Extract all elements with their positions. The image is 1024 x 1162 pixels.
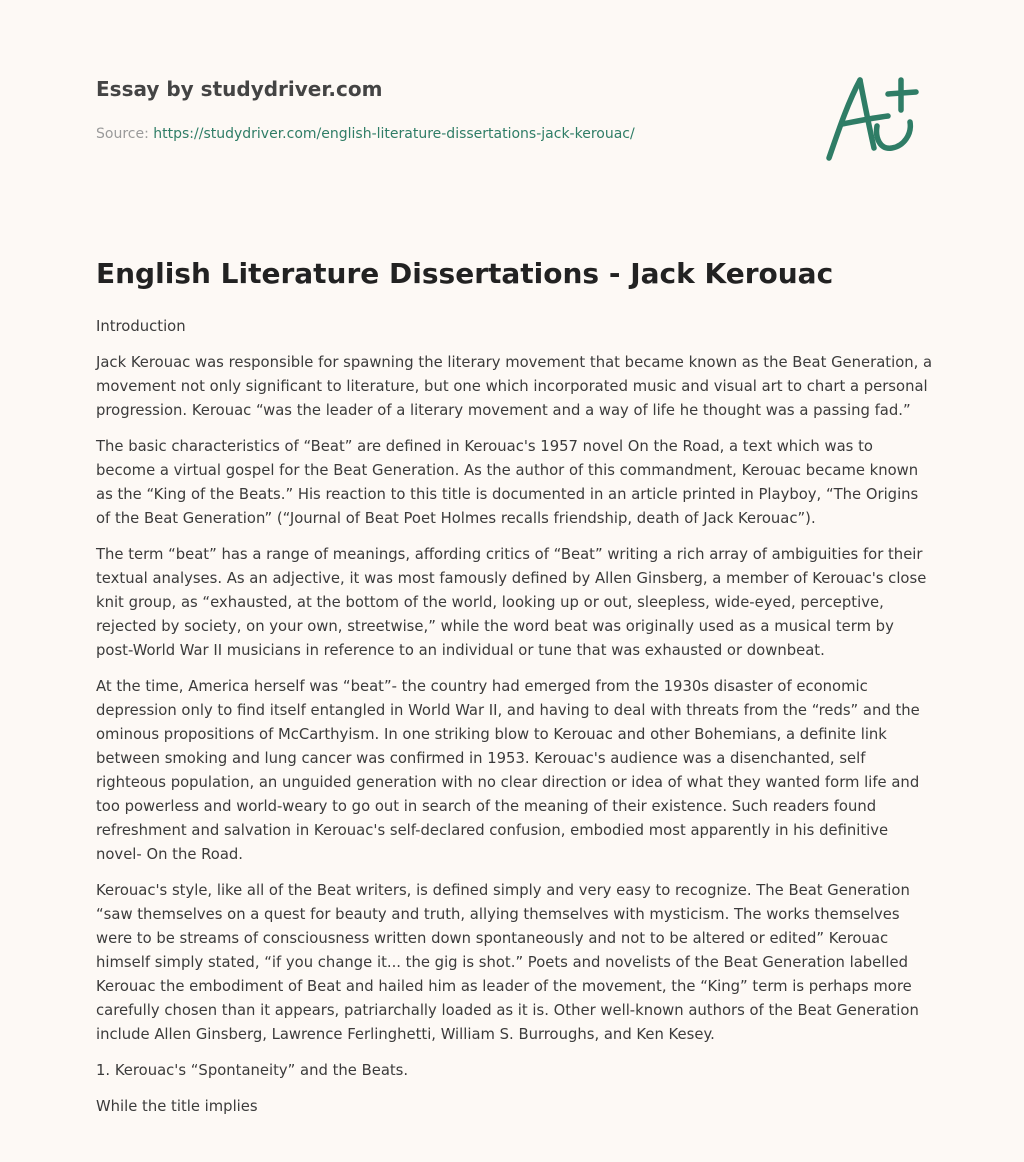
- paragraph: At the time, America herself was “beat”- the country had emerged from the 1930s disaster of economic depression only to find itself entangled in World War II, and having to deal with threats from the “reds” and the ominous propositions of McCarthyism. In one striking blow to Kerouac and other Bohemians, a definite link between smoking and lung cancer was confirmed in 1953. Kerouac's audience was a disenchanted, self righteous population, an unguided generation with no clear direction or idea of what they wanted form life and too powerless and world-weary to go out in search of the meaning of their existence. Such readers found refreshment and salvation in Kerouac's self-declared confusion, embodied most apparently in his definitive novel- On the Road.: [96, 678, 920, 863]
- paragraph: Jack Kerouac was responsible for spawning the literary movement that became known as the Beat Generation, a movement not only significant to literature, but one which incorporated music and visual art to chart a personal progression. Kerouac “was the leader of a literary movement and a way of life he thought was a passing fad.”: [96, 354, 933, 419]
- paragraph-introduction-heading: Introduction: [96, 318, 186, 335]
- essay-title: English Literature Dissertations - Jack Kerouac: [96, 257, 834, 290]
- paragraph: The basic characteristics of “Beat” are defined in Kerouac's 1957 novel On the Road, a text which was to become a virtual gospel for the Beat Generation. As the author of this commandment, Kerouac became known as the “King of the Beats.” His reaction to this title is documented in an article printed in Playboy, “The Origins of the Beat Generation” (“Journal of Beat Poet Holmes recalls friendship, death of Jack Kerouac”).: [96, 438, 919, 527]
- section-heading: 1. Kerouac's “Spontaneity” and the Beats.: [96, 1062, 409, 1079]
- source-link[interactable]: https://studydriver.com/english-literature-dissertations-jack-kerouac/: [153, 126, 635, 142]
- source-label: Source:: [96, 126, 149, 142]
- a-plus-logo-icon: [820, 66, 930, 166]
- paragraph: The term “beat” has a range of meanings, affording critics of “Beat” writing a rich array of ambiguities for their textual analyses. As an adjective, it was most famously defined by Allen Ginsberg, a member of Kerouac's close knit group, as “exhausted, at the bottom of the world, looking up or out, sleepless, wide-eyed, perceptive, rejected by society, on your own, streetwise,” while the word beat was originally used as a musical term by post-World War II musicians in reference to an individual or tune that was exhausted or downbeat.: [96, 546, 927, 659]
- source-line: [96, 124, 776, 144]
- essay-header: [96, 74, 776, 144]
- paragraph: While the title implies: [96, 1098, 258, 1115]
- brand-title: Essay by studydriver.com: [96, 77, 383, 101]
- paragraph: Kerouac's style, like all of the Beat writers, is defined simply and very easy to recognize. The Beat Generation “saw themselves on a quest for beauty and truth, allying themselves with mysticism. The works themselves were to be streams of consciousness written down spontaneously and not to be altered or edited” Kerouac himself simply stated, “if you change it... the gig is shot.” Poets and novelists of the Beat Generation labelled Kerouac the embodiment of Beat and hailed him as leader of the movement, the “King” term is perhaps more carefully chosen than it appears, patriarchally loaded as it is. Other well-known authors of the Beat Generation include Allen Ginsberg, Lawrence Ferlinghetti, William S. Burroughs, and Ken Kesey.: [96, 882, 919, 1043]
- essay-body: [96, 315, 934, 1131]
